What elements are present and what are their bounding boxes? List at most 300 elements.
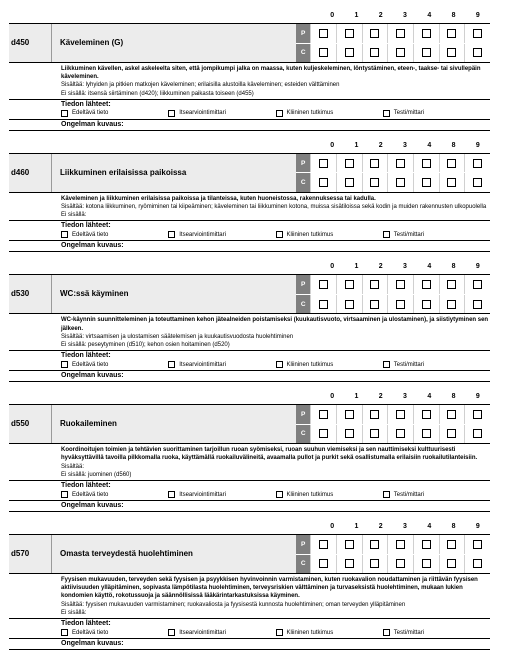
scale-label: 1 bbox=[354, 141, 359, 149]
rating-cell bbox=[336, 275, 362, 294]
scale-label: 8 bbox=[451, 12, 456, 19]
source-label: Kliininen tutkimus bbox=[286, 110, 334, 117]
performance-rating-checkbox[interactable] bbox=[447, 159, 456, 168]
problem-description-label: Ongelman kuvaus: bbox=[9, 241, 490, 252]
rating-cell bbox=[362, 405, 388, 424]
rating-cell bbox=[336, 44, 362, 63]
source-option[interactable] bbox=[276, 491, 383, 498]
information-sources bbox=[9, 221, 490, 241]
capacity-label: C bbox=[296, 173, 310, 192]
scale-label: 9 bbox=[475, 141, 480, 149]
rating-cell bbox=[413, 535, 439, 554]
capacity-rating-checkbox[interactable] bbox=[345, 178, 354, 187]
rating-cell bbox=[336, 535, 362, 554]
performance-rating-checkbox[interactable] bbox=[319, 410, 328, 419]
source-checkbox[interactable] bbox=[61, 491, 68, 498]
capacity-rating-row bbox=[310, 424, 490, 444]
capacity-rating-checkbox[interactable] bbox=[422, 48, 431, 57]
rating-cell bbox=[362, 44, 388, 63]
rating-cell bbox=[310, 295, 336, 314]
rating-cell bbox=[387, 44, 413, 63]
source-label: Itsearviointimittari bbox=[179, 629, 226, 636]
capacity-rating-checkbox[interactable] bbox=[447, 559, 456, 568]
problem-description-label: Ongelman kuvaus: bbox=[9, 371, 490, 382]
capacity-rating-checkbox[interactable] bbox=[447, 178, 456, 187]
definition-text: WC-käynnin suunnitteleminen ja toteuttaminen kehon jätealneiden poistamiseksi (kuukautisvuoto, virtsaaminen ja ulostaminen), ja siistiytyminen sen jälkeen. bbox=[61, 317, 489, 332]
rating-cell bbox=[310, 154, 336, 173]
performance-rating-checkbox[interactable] bbox=[396, 540, 405, 549]
rating-cell bbox=[310, 555, 336, 574]
capacity-label: C bbox=[296, 295, 310, 314]
row-labels bbox=[296, 275, 310, 313]
source-option[interactable] bbox=[168, 491, 275, 498]
row-labels bbox=[296, 535, 310, 573]
rating-cell bbox=[387, 405, 413, 424]
icf-assessment-form bbox=[9, 8, 490, 657]
capacity-rating-checkbox[interactable] bbox=[370, 559, 379, 568]
source-option[interactable] bbox=[168, 231, 275, 238]
scale-label: 0 bbox=[330, 141, 335, 149]
rating-cell bbox=[387, 24, 413, 43]
rating-cell bbox=[413, 154, 439, 173]
capacity-rating-checkbox[interactable] bbox=[370, 178, 379, 187]
source-checkbox[interactable] bbox=[61, 231, 68, 238]
item-code: d550 bbox=[9, 405, 52, 443]
capacity-rating-checkbox[interactable] bbox=[345, 48, 354, 57]
source-checkbox[interactable] bbox=[168, 231, 175, 238]
rating-cell bbox=[387, 535, 413, 554]
source-checkbox[interactable] bbox=[276, 361, 283, 368]
source-option[interactable] bbox=[168, 361, 275, 368]
definition-text: Liikkuminen kävellen, askel askeleelta siten, että jompikumpi jalka on maassa, kuten kuljeskeleminen, löntystäminen, eteen-, taakse- tai sivullepäin käveleminen. bbox=[61, 66, 481, 81]
performance-rating-checkbox[interactable] bbox=[473, 159, 482, 168]
item-code: d450 bbox=[9, 24, 52, 62]
inclusion-exclusion-text: Ei sisällä: bbox=[61, 609, 87, 616]
scale-label: 3 bbox=[403, 393, 407, 401]
capacity-rating-checkbox[interactable] bbox=[473, 178, 482, 187]
item-row bbox=[9, 534, 490, 574]
source-option[interactable] bbox=[61, 231, 168, 238]
performance-rating-row bbox=[310, 24, 490, 43]
capacity-rating-checkbox[interactable] bbox=[319, 178, 328, 187]
capacity-rating-row bbox=[310, 554, 490, 574]
sources-label: Tiedon lähteet: bbox=[61, 100, 111, 108]
source-option[interactable] bbox=[276, 231, 383, 238]
performance-rating-checkbox[interactable] bbox=[319, 280, 328, 289]
performance-rating-checkbox[interactable] bbox=[345, 280, 354, 289]
scale-header bbox=[320, 259, 490, 274]
source-option[interactable] bbox=[61, 629, 168, 636]
performance-rating-checkbox[interactable] bbox=[319, 540, 328, 549]
performance-rating-checkbox[interactable] bbox=[370, 410, 379, 419]
rating-cell bbox=[362, 173, 388, 192]
performance-rating-checkbox[interactable] bbox=[345, 159, 354, 168]
scale-label: 4 bbox=[427, 141, 432, 149]
source-checkbox[interactable] bbox=[383, 110, 390, 117]
capacity-rating-checkbox[interactable] bbox=[345, 300, 354, 309]
rating-cell bbox=[439, 44, 465, 63]
item-description bbox=[9, 314, 490, 351]
scale-label: 9 bbox=[475, 12, 480, 19]
scale-label: 9 bbox=[475, 263, 480, 271]
source-label: Kliininen tutkimus bbox=[286, 361, 334, 368]
rating-cell bbox=[336, 405, 362, 424]
source-checkbox[interactable] bbox=[276, 629, 283, 636]
item-code: d530 bbox=[9, 275, 52, 313]
performance-rating-checkbox[interactable] bbox=[345, 540, 354, 549]
rating-cell bbox=[387, 555, 413, 574]
performance-rating-checkbox[interactable] bbox=[345, 29, 354, 38]
capacity-rating-checkbox[interactable] bbox=[447, 429, 456, 438]
sources-options bbox=[61, 230, 490, 239]
rating-cell bbox=[413, 295, 439, 314]
source-checkbox[interactable] bbox=[276, 110, 283, 117]
performance-rating-checkbox[interactable] bbox=[422, 29, 431, 38]
rating-cell bbox=[362, 555, 388, 574]
scale-label: 1 bbox=[354, 263, 359, 271]
source-label: Kliininen tutkimus bbox=[286, 231, 334, 238]
scale-label: 4 bbox=[427, 393, 432, 401]
rating-cell bbox=[310, 173, 336, 192]
capacity-label: C bbox=[296, 555, 310, 574]
scale-header bbox=[320, 138, 490, 153]
scale-label: 9 bbox=[475, 393, 480, 401]
item-description bbox=[9, 193, 490, 222]
source-checkbox[interactable] bbox=[61, 110, 68, 117]
capacity-rating-row bbox=[310, 43, 490, 63]
item-description bbox=[9, 574, 490, 619]
source-option[interactable] bbox=[61, 491, 168, 498]
scale-label: 0 bbox=[330, 393, 335, 401]
inclusion-exclusion-text: Ei sisällä: bbox=[61, 212, 87, 219]
information-sources bbox=[9, 619, 490, 639]
source-checkbox[interactable] bbox=[383, 491, 390, 498]
performance-rating-checkbox[interactable] bbox=[447, 540, 456, 549]
capacity-rating-checkbox[interactable] bbox=[473, 559, 482, 568]
source-option[interactable] bbox=[383, 361, 490, 368]
performance-rating-checkbox[interactable] bbox=[422, 540, 431, 549]
performance-rating-checkbox[interactable] bbox=[396, 280, 405, 289]
capacity-rating-checkbox[interactable] bbox=[422, 300, 431, 309]
source-label: Edeltävä tieto bbox=[72, 491, 109, 498]
scale-label: 2 bbox=[378, 141, 383, 149]
capacity-rating-checkbox[interactable] bbox=[345, 559, 354, 568]
capacity-rating-checkbox[interactable] bbox=[319, 559, 328, 568]
capacity-rating-checkbox[interactable] bbox=[319, 48, 328, 57]
source-checkbox[interactable] bbox=[276, 491, 283, 498]
rating-cell bbox=[413, 425, 439, 444]
performance-rating-checkbox[interactable] bbox=[422, 280, 431, 289]
sources-label: Tiedon lähteet: bbox=[61, 352, 111, 360]
rating-cell bbox=[387, 154, 413, 173]
source-option[interactable] bbox=[168, 110, 275, 117]
item-code: d460 bbox=[9, 154, 52, 192]
scale-label: 2 bbox=[378, 12, 383, 19]
capacity-label: C bbox=[296, 425, 310, 444]
rating-cell bbox=[310, 275, 336, 294]
sources-options bbox=[61, 109, 490, 118]
capacity-rating-checkbox[interactable] bbox=[370, 429, 379, 438]
information-sources bbox=[9, 351, 490, 371]
capacity-rating-checkbox[interactable] bbox=[396, 300, 405, 309]
rating-cell bbox=[310, 44, 336, 63]
performance-rating-checkbox[interactable] bbox=[473, 29, 482, 38]
capacity-rating-checkbox[interactable] bbox=[447, 48, 456, 57]
scale-label: 0 bbox=[330, 263, 335, 271]
capacity-rating-checkbox[interactable] bbox=[396, 178, 405, 187]
source-checkbox[interactable] bbox=[168, 491, 175, 498]
capacity-rating-checkbox[interactable] bbox=[396, 559, 405, 568]
rating-cell bbox=[413, 405, 439, 424]
performance-rating-checkbox[interactable] bbox=[473, 410, 482, 419]
performance-rating-row bbox=[310, 275, 490, 294]
row-labels bbox=[296, 405, 310, 443]
capacity-rating-checkbox[interactable] bbox=[422, 429, 431, 438]
source-checkbox[interactable] bbox=[168, 361, 175, 368]
scale-label: 0 bbox=[330, 12, 335, 19]
source-label: Itsearviointimittari bbox=[179, 231, 226, 238]
source-checkbox[interactable] bbox=[61, 361, 68, 368]
rating-cell bbox=[362, 425, 388, 444]
source-checkbox[interactable] bbox=[168, 629, 175, 636]
source-label: Edeltävä tieto bbox=[72, 231, 109, 238]
source-checkbox[interactable] bbox=[276, 231, 283, 238]
capacity-rating-checkbox[interactable] bbox=[345, 429, 354, 438]
inclusion-exclusion-text: Sisältää: bbox=[61, 463, 85, 470]
performance-rating-checkbox[interactable] bbox=[422, 410, 431, 419]
rating-cell bbox=[464, 535, 490, 554]
capacity-rating-checkbox[interactable] bbox=[319, 300, 328, 309]
source-option[interactable] bbox=[168, 629, 275, 636]
item-block-d450 bbox=[9, 8, 490, 131]
performance-rating-checkbox[interactable] bbox=[473, 280, 482, 289]
source-option[interactable] bbox=[383, 491, 490, 498]
source-label: Itsearviointimittari bbox=[179, 491, 226, 498]
capacity-rating-checkbox[interactable] bbox=[370, 300, 379, 309]
rating-cell bbox=[362, 24, 388, 43]
capacity-rating-checkbox[interactable] bbox=[319, 429, 328, 438]
rating-cell bbox=[439, 173, 465, 192]
source-label: Testi/mittari bbox=[393, 491, 425, 498]
source-checkbox[interactable] bbox=[61, 629, 68, 636]
rating-cell bbox=[387, 425, 413, 444]
capacity-rating-checkbox[interactable] bbox=[473, 429, 482, 438]
rating-cell bbox=[387, 173, 413, 192]
definition-text: Fyysisen mukavuuden, terveyden sekä fyysisen ja psyykkisen hyvinvoinnin varmistaminen, kuten ruokavalion noudattaminen ja riittävän fyysisen aktiivisuuden ylläpitäminen, sopivasta lämpötilasta huolehtiminen, terveysriskien välttäminen ja turvaseksistä huolehtiminen, mukaan lukien kondomien käyttö, rokotussuoja ja säännöllisissä lääkärintarkastuksissa käyminen. bbox=[61, 577, 478, 600]
performance-rating-row bbox=[310, 154, 490, 173]
rating-cell bbox=[464, 295, 490, 314]
scale-label: 0 bbox=[330, 523, 335, 531]
scale-header bbox=[320, 519, 490, 534]
scale-label: 8 bbox=[451, 263, 456, 271]
capacity-rating-checkbox[interactable] bbox=[422, 178, 431, 187]
inclusion-exclusion-text: Ei sisällä: itsensä siirtäminen (d420); liikkuminen paikasta toiseen (d455) bbox=[61, 90, 254, 97]
source-label: Edeltävä tieto bbox=[72, 110, 109, 117]
item-block-d530 bbox=[9, 259, 490, 382]
source-label: Itsearviointimittari bbox=[179, 110, 226, 117]
inclusion-exclusion-text: Ei sisällä: juominen (d560) bbox=[61, 471, 132, 478]
capacity-rating-row bbox=[310, 172, 490, 192]
row-labels bbox=[296, 154, 310, 192]
rating-cell bbox=[413, 44, 439, 63]
item-title: Liikkuminen erilaisissa paikoissa bbox=[60, 167, 187, 177]
source-option[interactable] bbox=[61, 110, 168, 117]
scale-label: 1 bbox=[354, 523, 359, 531]
inclusion-exclusion-text: Sisältää: lyhyiden ja pitkien matkojen käveleminen; erilaisilla alustoilla käveleminen; esteiden välttäminen bbox=[61, 82, 340, 89]
rating-cell bbox=[336, 425, 362, 444]
rating-cell bbox=[464, 275, 490, 294]
item-title: Käveleminen (G) bbox=[60, 38, 124, 47]
source-label: Edeltävä tieto bbox=[72, 361, 109, 368]
performance-rating-checkbox[interactable] bbox=[447, 410, 456, 419]
source-checkbox[interactable] bbox=[383, 361, 390, 368]
rating-cell bbox=[413, 173, 439, 192]
performance-rating-checkbox[interactable] bbox=[473, 540, 482, 549]
item-title: Ruokaileminen bbox=[60, 419, 117, 429]
rating-cell bbox=[362, 154, 388, 173]
scale-label: 3 bbox=[403, 263, 407, 271]
source-option[interactable] bbox=[61, 361, 168, 368]
capacity-rating-row bbox=[310, 294, 490, 314]
rating-grid bbox=[310, 154, 490, 192]
rating-cell bbox=[310, 24, 336, 43]
source-checkbox[interactable] bbox=[383, 629, 390, 636]
rating-cell bbox=[362, 535, 388, 554]
sources-label: Tiedon lähteet: bbox=[61, 482, 111, 490]
inclusion-exclusion-text: Sisältää: kotona liikkuminen, ryömiminen tai kiipeäminen; käveleminen tai liikkuminen kotona, muissa sisätiloissa sekä kodin ja muiden rakennusten ulkopuolella bbox=[61, 204, 487, 211]
performance-rating-checkbox[interactable] bbox=[370, 280, 379, 289]
capacity-rating-checkbox[interactable] bbox=[422, 559, 431, 568]
capacity-rating-checkbox[interactable] bbox=[396, 48, 405, 57]
item-row bbox=[9, 23, 490, 63]
rating-cell bbox=[439, 405, 465, 424]
source-option[interactable] bbox=[383, 110, 490, 117]
rating-cell bbox=[439, 295, 465, 314]
source-label: Edeltävä tieto bbox=[72, 629, 109, 636]
rating-cell bbox=[464, 173, 490, 192]
rating-cell bbox=[387, 275, 413, 294]
item-block-d460 bbox=[9, 138, 490, 253]
performance-rating-checkbox[interactable] bbox=[345, 410, 354, 419]
item-row bbox=[9, 153, 490, 193]
rating-cell bbox=[336, 555, 362, 574]
rating-cell bbox=[310, 535, 336, 554]
scale-label: 8 bbox=[451, 393, 456, 401]
scale-label: 3 bbox=[403, 141, 407, 149]
rating-cell bbox=[464, 154, 490, 173]
source-option[interactable] bbox=[276, 110, 383, 117]
scale-label: 3 bbox=[403, 523, 407, 531]
information-sources bbox=[9, 100, 490, 120]
definition-text: Koordinoitujen toimien ja tehtävien suorittaminen tarjoillun ruoan syömiseksi, ruoan suuhun viemiseksi ja sen nauttimiseksi kulttuurisesti hyväksyttävillä tavoilla pilkkomalla ruoka, käyttämällä ruokailuvälineitä, avaamalla pullot ja purkit sekä osallistumalla erilaisiin ruokailutilanteisiin. bbox=[61, 447, 478, 462]
item-title: WC:ssä käyminen bbox=[60, 289, 129, 299]
problem-description-label: Ongelman kuvaus: bbox=[9, 639, 490, 650]
item-code: d570 bbox=[9, 535, 52, 573]
performance-rating-checkbox[interactable] bbox=[396, 410, 405, 419]
scale-label: 8 bbox=[451, 141, 456, 149]
capacity-rating-checkbox[interactable] bbox=[370, 48, 379, 57]
source-label: Testi/mittari bbox=[393, 629, 425, 636]
rating-cell bbox=[464, 555, 490, 574]
performance-rating-checkbox[interactable] bbox=[370, 159, 379, 168]
source-label: Kliininen tutkimus bbox=[286, 629, 334, 636]
definition-text: Käveleminen ja liikkuminen erilaisissa paikoissa ja tilanteissa, kuten huoneistossa, rakennuksessa tai kadulla. bbox=[61, 195, 376, 202]
sources-options bbox=[61, 360, 490, 369]
source-option[interactable] bbox=[276, 629, 383, 636]
rating-cell bbox=[362, 295, 388, 314]
scale-label: 1 bbox=[354, 393, 359, 401]
source-label: Testi/mittari bbox=[393, 110, 425, 117]
performance-rating-checkbox[interactable] bbox=[396, 159, 405, 168]
scale-label: 2 bbox=[378, 393, 383, 401]
capacity-rating-checkbox[interactable] bbox=[447, 300, 456, 309]
rating-cell bbox=[439, 425, 465, 444]
rating-grid bbox=[310, 405, 490, 443]
capacity-rating-checkbox[interactable] bbox=[396, 429, 405, 438]
source-checkbox[interactable] bbox=[383, 231, 390, 238]
row-labels bbox=[296, 24, 310, 62]
performance-rating-checkbox[interactable] bbox=[447, 29, 456, 38]
rating-cell bbox=[413, 24, 439, 43]
rating-grid bbox=[310, 24, 490, 62]
rating-grid bbox=[310, 275, 490, 313]
rating-cell bbox=[310, 425, 336, 444]
source-label: Testi/mittari bbox=[393, 231, 425, 238]
capacity-rating-checkbox[interactable] bbox=[473, 48, 482, 57]
scale-label: 4 bbox=[427, 263, 432, 271]
source-checkbox[interactable] bbox=[168, 110, 175, 117]
source-option[interactable] bbox=[383, 231, 490, 238]
scale-label: 9 bbox=[475, 523, 480, 531]
rating-cell bbox=[310, 405, 336, 424]
item-row bbox=[9, 404, 490, 444]
item-description bbox=[9, 63, 490, 100]
item-row bbox=[9, 274, 490, 314]
rating-cell bbox=[336, 295, 362, 314]
capacity-rating-checkbox[interactable] bbox=[473, 300, 482, 309]
performance-rating-checkbox[interactable] bbox=[422, 159, 431, 168]
rating-cell bbox=[464, 24, 490, 43]
capacity-label: C bbox=[296, 44, 310, 63]
performance-rating-checkbox[interactable] bbox=[447, 280, 456, 289]
rating-cell bbox=[464, 44, 490, 63]
performance-rating-checkbox[interactable] bbox=[319, 159, 328, 168]
scale-label: 2 bbox=[378, 523, 383, 531]
performance-label: P bbox=[296, 405, 310, 425]
sources-options bbox=[61, 490, 490, 499]
rating-cell bbox=[464, 425, 490, 444]
sources-label: Tiedon lähteet: bbox=[61, 620, 111, 628]
performance-rating-checkbox[interactable] bbox=[396, 29, 405, 38]
rating-grid bbox=[310, 535, 490, 573]
performance-rating-row bbox=[310, 405, 490, 424]
sources-label: Tiedon lähteet: bbox=[61, 222, 111, 230]
rating-cell bbox=[439, 275, 465, 294]
performance-rating-checkbox[interactable] bbox=[370, 540, 379, 549]
source-option[interactable] bbox=[276, 361, 383, 368]
scale-label: 3 bbox=[403, 12, 407, 19]
performance-rating-checkbox[interactable] bbox=[370, 29, 379, 38]
scale-header bbox=[320, 389, 490, 404]
performance-rating-checkbox[interactable] bbox=[319, 29, 328, 38]
item-block-d550 bbox=[9, 389, 490, 512]
scale-label: 4 bbox=[427, 12, 432, 19]
problem-description-label: Ongelman kuvaus: bbox=[9, 120, 490, 131]
source-option[interactable] bbox=[383, 629, 490, 636]
rating-cell bbox=[413, 275, 439, 294]
performance-label: P bbox=[296, 535, 310, 555]
rating-cell bbox=[336, 24, 362, 43]
